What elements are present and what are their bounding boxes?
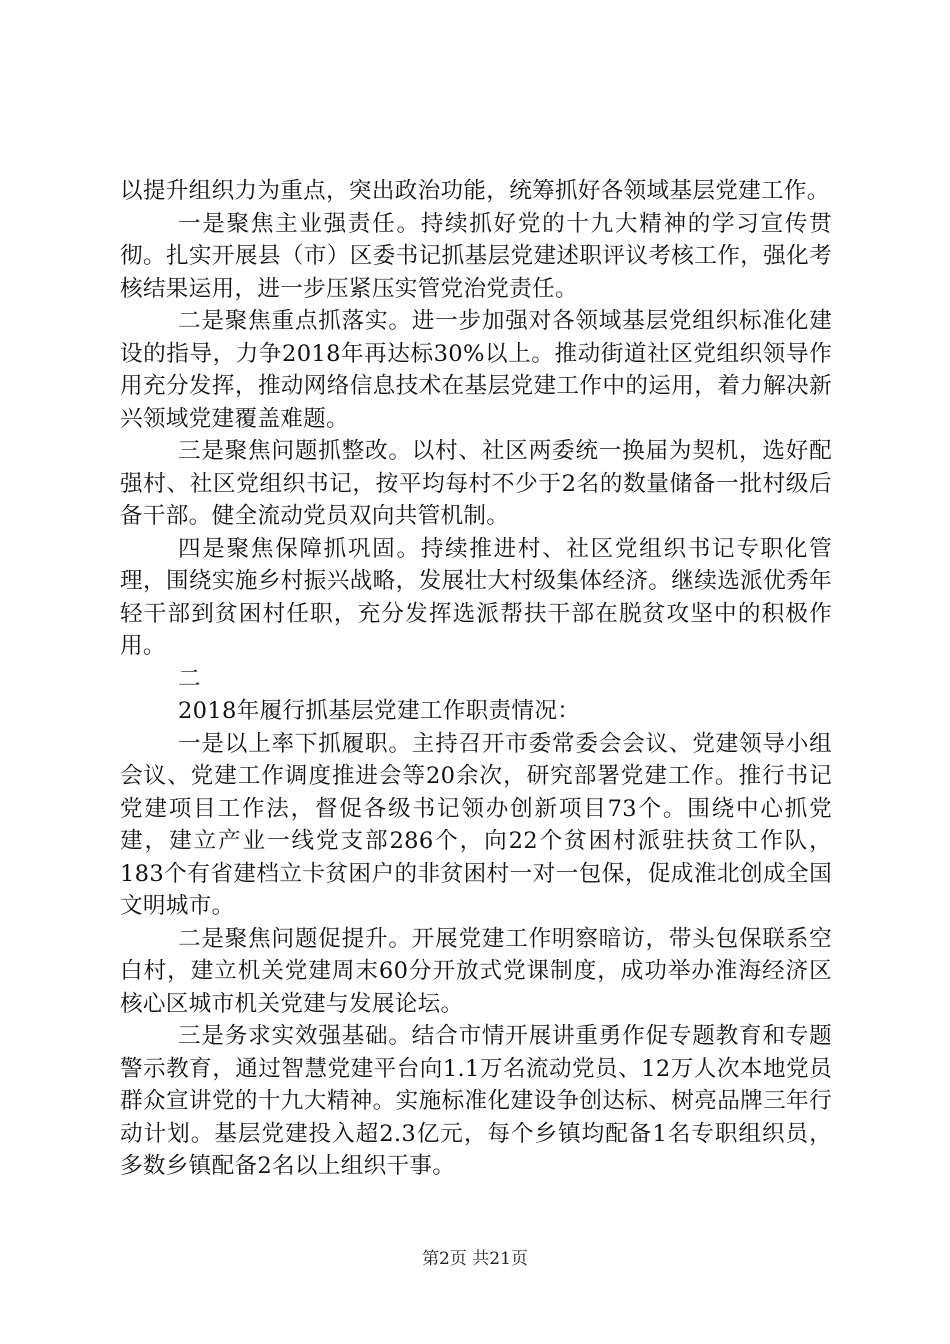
paragraph: 二是聚焦问题促提升。开展党建工作明察暗访，带头包保联系空白村，建立机关党建周末60分开放式党课制度，成功举办淮海经济区核心区城市机关党建与发展论坛。 — [120, 925, 832, 1017]
section-number: 二 — [178, 665, 201, 692]
paragraph: 三是务求实效强基础。结合市情开展讲重勇作促专题教育和专题警示教育，通过智慧党建平台向1.1万名流动党员、12万人次本地党员群众宣讲党的十九大精神。实施标准化建设争创达标、树亮品牌三年行动计划。基层党建投入超2.3亿元，每个乡镇均配备1名专职组织员，多数乡镇配备2名以上组织干事。 — [120, 1023, 832, 1179]
paragraph: 三是聚焦问题抓整改。以村、社区两委统一换届为契机，选好配强村、社区党组织书记，按平均每村不少于2名的数量储备一批村级后备干部。健全流动党员双向共管机制。 — [120, 438, 832, 529]
paragraph: 一是以上率下抓履职。主持召开市委常委会会议、党建领导小组会议、党建工作调度推进会等20余次，研究部署党建工作。推行书记党建项目工作法，督促各级书记领办创新项目73个。围绕中心抓党建，建立产业一线党支部286个，向22个贫困村派驻扶贫工作队，183个有省建档立卡贫困户的非贫困村一对一包保，促成淮北创成全国文明城市。 — [120, 730, 832, 919]
paragraph: 一是聚焦主业强责任。持续抓好党的十九大精神的学习宣传贯彻。扎实开展县（市）区委书记抓基层党建述职评议考核工作，强化考核结果运用，进一步压紧压实管党治党责任。 — [120, 210, 832, 302]
paragraph: 二是聚焦重点抓落实。进一步加强对各领域基层党组织标准化建设的指导，力争2018年再达标30%以上。推动街道社区党组织领导作用充分发挥，推动网络信息技术在基层党建工作中的运用，着力解决新兴领域党建覆盖难题。 — [120, 308, 832, 432]
section-heading: 2018年履行抓基层党建工作职责情况： — [178, 698, 581, 724]
paragraph: 以提升组织力为重点，突出政治功能，统筹抓好各领域基层党建工作。 — [120, 178, 830, 204]
paragraph: 四是聚焦保障抓巩固。持续推进村、社区党组织书记专职化管理，围绕实施乡村振兴战略，发展壮大村级集体经济。继续选派优秀年轻干部到贫困村任职，充分发挥选派帮扶干部在脱贫攻坚中的积极作用。 — [120, 535, 832, 659]
page-footer: 第2页 共21页 — [422, 1249, 528, 1269]
document-body — [120, 175, 832, 1183]
